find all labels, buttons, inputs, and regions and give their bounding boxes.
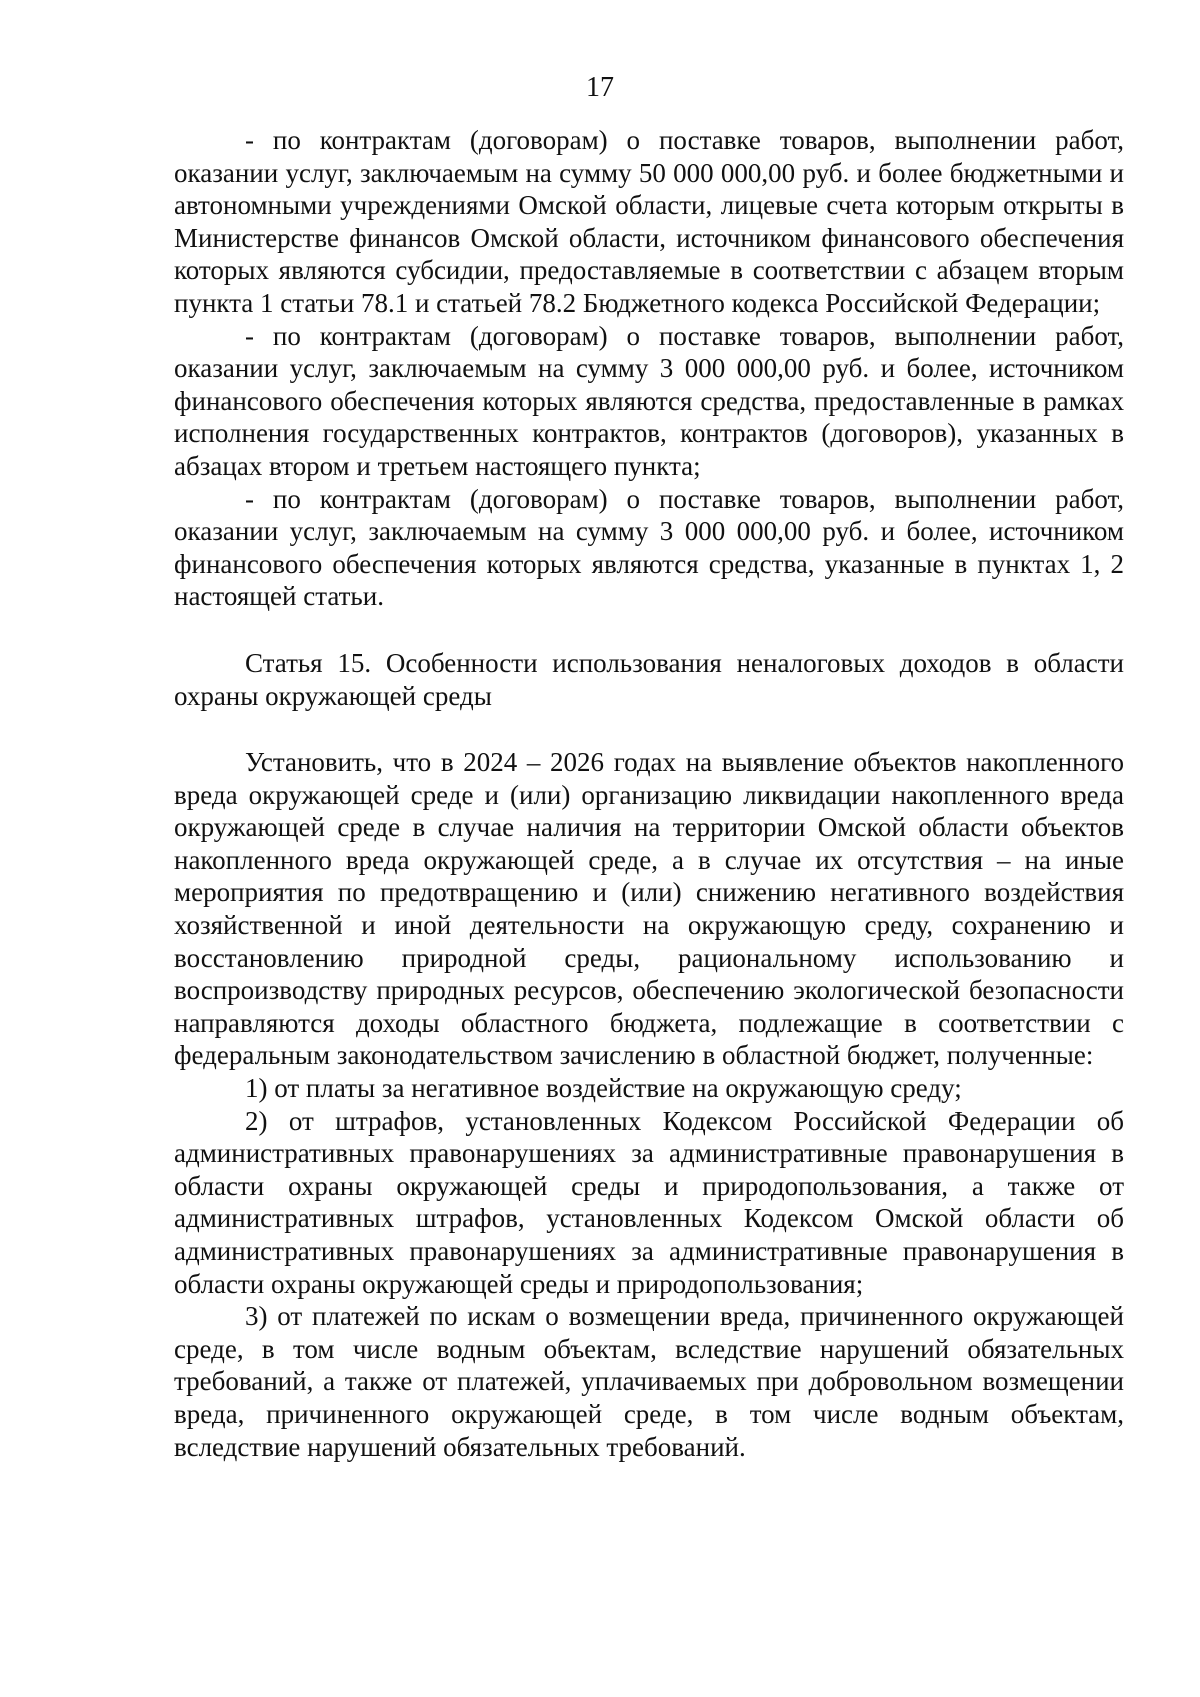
list-item-1: 1) от платы за негативное воздействие на окружающую среду;: [245, 1073, 962, 1104]
paragraph-contracts-article-funds: - по контрактам (договорам) о поставке товаров, выполнении работ, оказании услуг, заключаемым на сумму 3 000 000,00 руб. и более, источником финансового обеспечения которых являются средства, указанные в пунктах 1, 2 настоящей статьи.: [174, 483, 1124, 612]
paragraph-article-15-main: Установить, что в 2024 – 2026 годах на выявление объектов накопленного вреда окружающей среде и (или) организацию ликвидации накопленного вреда окружающей среде в случае наличия на территории Омской области объектов накопленного вреда окружающей среде, а в случае их отсутствия – на иные мероприятия по предотвращению и (или) снижению негативного воздействия хозяйственной и иной деятельности на окружающую среду, сохранению и восстановлению природной среды, рациональному использованию и воспроизводству природных ресурсов, обеспечению экологической безопасности направляются доходы областного бюджета, подлежащие в соответствии с федеральным законодательством зачислению в областной бюджет, полученные:: [174, 747, 1124, 1071]
section-gap: [174, 712, 1124, 746]
list-item-2: 2) от штрафов, установленных Кодексом Российской Федерации об административных правонарушениях за административные правонарушения в области охраны окружающей среды и природопользования, а также от административных штрафов, установленных Кодексом Омской области об административных правонарушениях за административные правонарушения в области охраны окружающей среды и природопользования;: [174, 1105, 1124, 1299]
article-15-title: Статья 15. Особенности использования неналоговых доходов в области охраны окружающей среды: [174, 647, 1124, 711]
page-number: 17: [586, 72, 614, 103]
list-item-3: 3) от платежей по искам о возмещении вреда, причиненного окружающей среде, в том числе водным объектам, вследствие нарушений обязательных требований, а также от платежей, уплачиваемых при добровольном возмещении вреда, причиненного окружающей среде, в том числе водным объектам, вследствие нарушений обязательных требований.: [174, 1301, 1124, 1462]
paragraph-contracts-budget-institutions: - по контрактам (договорам) о поставке товаров, выполнении работ, оказании услуг, заключаемым на сумму 50 000 000,00 руб. и более бюджетными и автономными учреждениями Омской области, лицевые счета которым открыты в Министерстве финансов Омской области, источником финансового обеспечения которых являются субсидии, предоставляемые в соответствии с абзацем вторым пункта 1 статьи 78.1 и статьей 78.2 Бюджетного кодекса Российской Федерации;: [174, 125, 1124, 318]
document-body: [174, 124, 1124, 1463]
paragraph-contracts-state-funds: - по контрактам (договорам) о поставке товаров, выполнении работ, оказании услуг, заключаемым на сумму 3 000 000,00 руб. и более, источником финансового обеспечения которых являются средства, предоставленные в рамках исполнения государственных контрактов, контрактов (договоров), указанных в абзацах втором и третьем настоящего пункта;: [174, 320, 1124, 481]
